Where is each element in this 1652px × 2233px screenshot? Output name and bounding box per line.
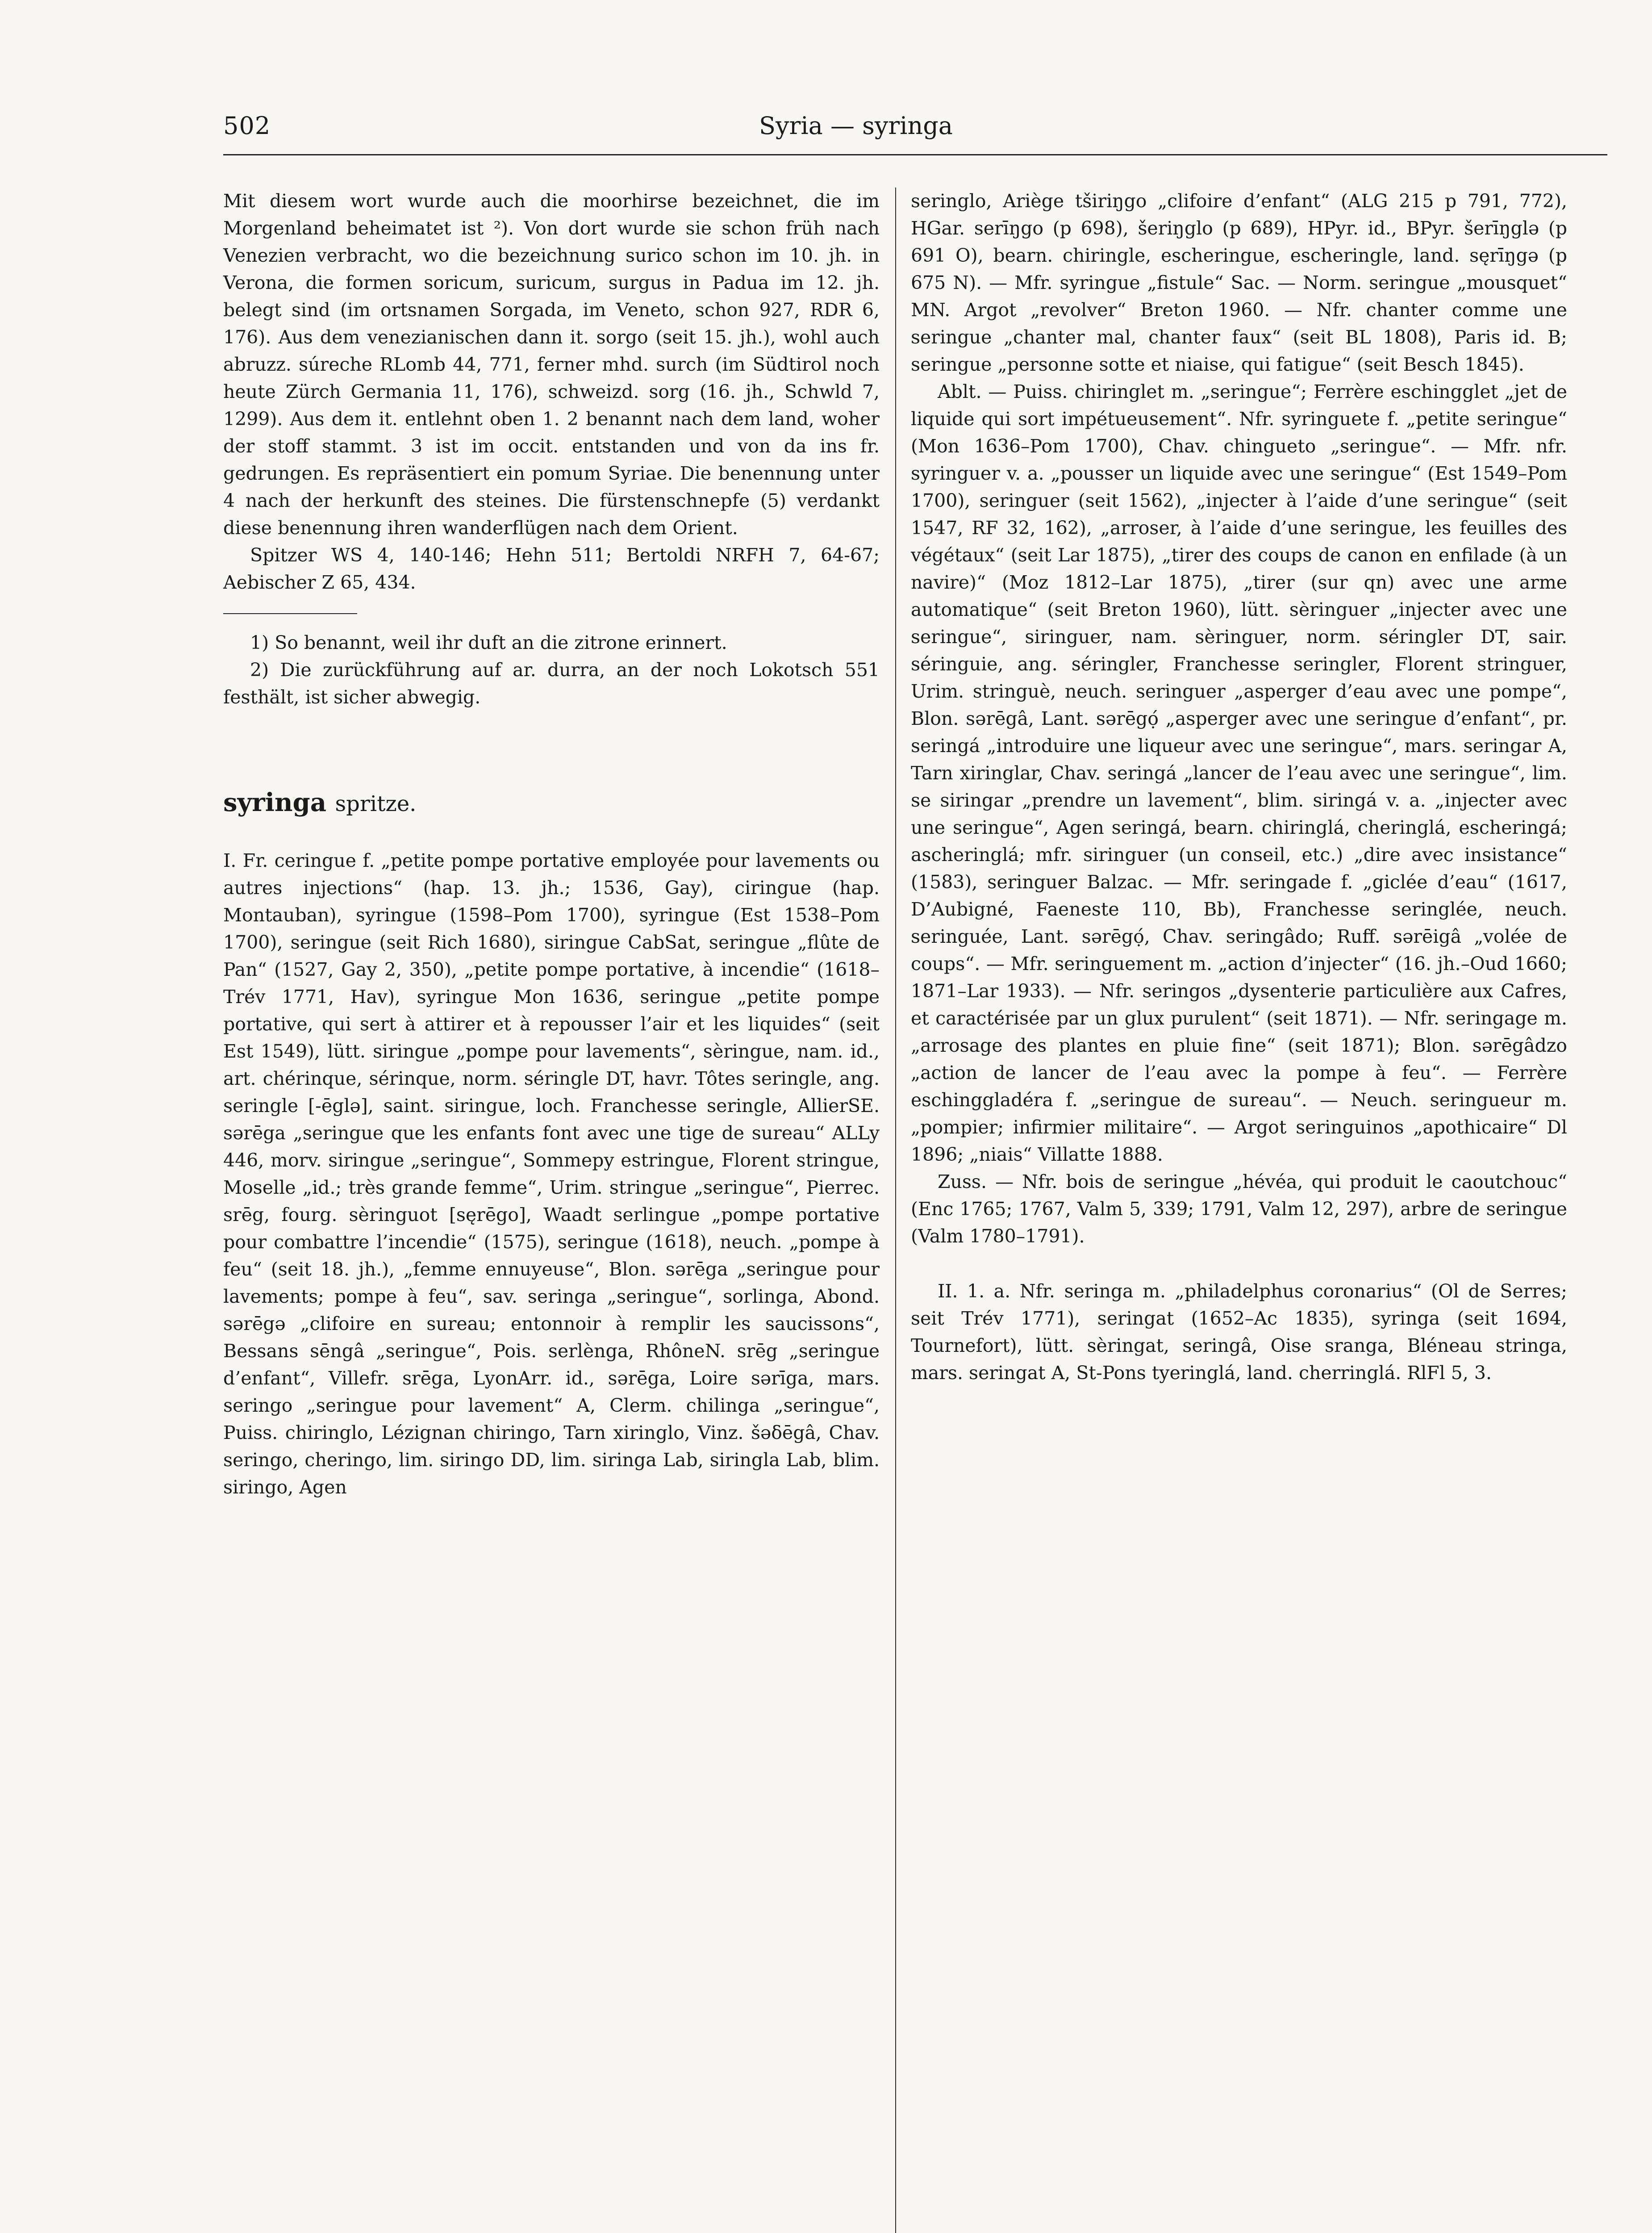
section-II-paragraph: II. 1. a. Nfr. seringa m. „philadelphus coronarius“ (Ol de Serres; seit Trév 1771), seringat (1652–Ac 1835), syringa (seit 1694, Tournefort), lütt. sèringat, seringâ, Oise sranga, Bléneau stringa, mars. seringat A, St-Pons tyeringlá, land. cherringlá. RlFl 5, 3.	[911, 1280, 1567, 1384]
entry-headword: syringa	[223, 788, 326, 817]
right-column	[911, 188, 1567, 1387]
zuss-paragraph: Zuss. — Nfr. bois de seringue „hévéa, qui produit le caoutchouc“ (Enc 1765; 1767, Valm 5, 339; 1791, Valm 12, 297), arbre de seringue (Valm 1780–1791).	[911, 1171, 1567, 1247]
page-header	[0, 0, 1652, 179]
etymology-paragraph: Mit diesem wort wurde auch die moorhirse bezeichnet, die im Morgenland beheimatet ist ²). Von dort wurde sie schon früh nach Venezien verbracht, wo die bezeichnung surico schon im 10. jh. in Verona, die formen soricum, suricum, surgus in Padua im 12. jh. belegt sind (im ortsnamen Sorgada, im Veneto, schon 927, RDR 6, 176). Aus dem venezianischen dann it. sorgo (seit 15. jh.), wohl auch abruzz. súreche RLomb 44, 771, ferner mhd. surch (im Südtirol noch heute Zürch Germania 11, 176), schweizd. sorg (16. jh., Schwld 7, 1299). Aus dem it. entlehnt oben 1. 2 benannt nach dem land, woher der stoff stammt. 3 ist im occit. entstanden und von da ins fr. gedrungen. Es repräsentiert ein pomum Syriae. Die benennung unter 4 nach der herkunft des steines. Die fürstenschnepfe (5) verdankt diese benennung ihren wanderflügen nach dem Orient.	[223, 190, 880, 539]
entry-heading	[223, 787, 880, 820]
page-number: 502	[223, 112, 271, 140]
continuation-paragraph: seringlo, Ariège tširiŋgo „clifoire d’enfant“ (ALG 215 p 791, 772), HGar. serīŋgo (p 698), šeriŋglo (p 689), HPyr. id., BPyr. šerīŋglǝ (p 691 O), bearn. chiringle, escheringue, escheringle, land. sęrīŋgǝ (p 675 N). — Mfr. syringue „fistule“ Sac. — Norm. seringue „mousquet“ MN. Argot „revolver“ Breton 1960. — Nfr. chanter comme une seringue „chanter mal, chanter faux“ (seit BL 1808), Paris id. B; seringue „personne sotte et niaise, qui fatigue“ (seit Besch 1845).	[911, 190, 1567, 375]
section-I-paragraph: I. Fr. ceringue f. „petite pompe portative employée pour lavements ou autres injections“ (hap. 13. jh.; 1536, Gay), ciringue (hap. Montauban), syringue (1598–Pom 1700), syringue (Est 1538–Pom 1700), seringue (seit Rich 1680), siringue CabSat, seringue „flûte de Pan“ (1527, Gay 2, 350), „petite pompe portative, à incendie“ (1618–Trév 1771, Hav), syringue Mon 1636, seringue „petite pompe portative, qui sert à attirer et à repousser l’air et les liquides“ (seit Est 1549), lütt. siringue „pompe pour lavements“, sèringue, nam. id., art. chérinque, sérinque, norm. séringle DT, havr. Tôtes seringle, ang. seringle [-ēglǝ], saint. siringue, loch. Franchesse seringle, AllierSE. sǝrēga „seringue que les enfants font avec une tige de sureau“ ALLy 446, morv. siringue „seringue“, Sommepy estringue, Florent stringue, Moselle „id.; très grande femme“, Urim. stringue „seringue“, Pierrec. srēg, fourg. sèringuot [sęrēgo], Waadt serlingue „pompe portative pour combattre l’incendie“ (1575), seringue (1618), neuch. „pompe à feu“ (seit 18. jh.), „femme ennuyeuse“, Blon. sǝrēga „seringue pour lavements; pompe à feu“, sav. seringa „seringue“, sorlinga, Abond. sǝrēgǝ „clifoire en sureau; entonnoir à remplir les saucissons“, Bessans sēngâ „seringue“, Pois. serlènga, RhôneN. srēg „seringue d’enfant“, Villefr. srēga, LyonArr. id., sǝrēga, Loire sǝrīga, mars. seringo „seringue pour lavement“ A, Clerm. chilinga „seringue“, Puiss. chiringlo, Lézignan chiringo, Tarn xiringlo, Vinz. šǝδēgâ, Chav. seringo, cheringo, lim. siringo DD, lim. siringa Lab, siringla Lab, blim. siringo, Agen	[223, 850, 880, 1498]
running-title: Syria — syringa	[759, 112, 953, 140]
footnote-1: 1) So benannt, weil ihr duft an die zitrone erinnert.	[250, 632, 727, 653]
footnote-rule	[223, 613, 357, 614]
ablt-paragraph: Ablt. — Puiss. chiringlet m. „seringue“; Ferrère eschingglet „jet de liquide qui sort impétueusement“. Nfr. syringuete f. „petite seringue“ (Mon 1636–Pom 1700), Chav. chingueto „seringue“. — Mfr. nfr. syringuer v. a. „pousser un liquide avec une seringue“ (Est 1549–Pom 1700), seringuer (seit 1562), „injecter à l’aide d’une seringue“ (seit 1547, RF 32, 162), „arroser, à l’aide d’une seringue, les feuilles des végétaux“ (seit Lar 1875), „tirer des coups de canon en enfilade (à un navire)“ (Moz 1812–Lar 1875), „tirer (sur qn) avec une arme automatique“ (seit Breton 1960), lütt. sèringuer „injecter avec une seringue“, siringuer, nam. sèringuer, norm. séringler DT, sair. séringuie, ang. séringler, Franchesse seringler, Florent stringuer, Urim. stringuè, neuch. seringuer „asperger d’eau avec une pompe“, Blon. sǝrēgâ, Lant. sǝrēgọ́ „asperger avec une seringue d’enfant“, pr. seringá „introduire une liqueur avec une seringue“, mars. seringar A, Tarn xiringlar, Chav. seringá „lancer de l’eau avec une seringue“, lim. se siringar „prendre un lavement“, blim. siringá v. a. „injecter avec une seringue“, Agen seringá, bearn. chiringlá, cheringlá, escheringá; ascheringlá; mfr. siringuer (un conseil, etc.) „dire avec insistance“ (1583), seringuer Balzac. — Mfr. seringade f. „giclée d’eau“ (1617, D’Aubigné, Faeneste 110, Bb), Franchesse seringlée, neuch. seringuée, Lant. sǝrēgọ́, Chav. seringâdo; Ruff. sǝrēigâ „volée de coups“. — Mfr. seringuement m. „action d’injecter“ (16. jh.–Oud 1660; 1871–Lar 1933). — Nfr. seringos „dysenterie particulière aux Cafres, et caractérisée par un glux purulent“ (seit 1871). — Nfr. seringage m. „arrosage des plantes en pluie fine“ (seit 1871); Blon. sǝrēgâdzo „action de lancer de l’eau avec la pompe à feu“. — Ferrère eschinggladéra f. „seringue de sureau“. — Neuch. seringueur m. „pompier; infirmier militaire“. — Argot seringuinos „apothicaire“ Dl 1896; „niais“ Villatte 1888.	[911, 381, 1567, 1165]
entry-gloss: spritze.	[335, 791, 417, 816]
column-divider	[895, 188, 896, 2233]
footnote-2: 2) Die zurückführung auf ar. durra, an der noch Lokotsch 551 festhält, ist sicher abwegig.	[223, 659, 880, 708]
references-paragraph: Spitzer WS 4, 140-146; Hehn 511; Bertoldi NRFH 7, 64-67; Aebischer Z 65, 434.	[223, 544, 880, 593]
left-column	[223, 188, 880, 1501]
spacer	[911, 1250, 1567, 1278]
header-rule	[223, 154, 1607, 155]
spacer	[223, 820, 880, 847]
spacer	[223, 711, 880, 787]
